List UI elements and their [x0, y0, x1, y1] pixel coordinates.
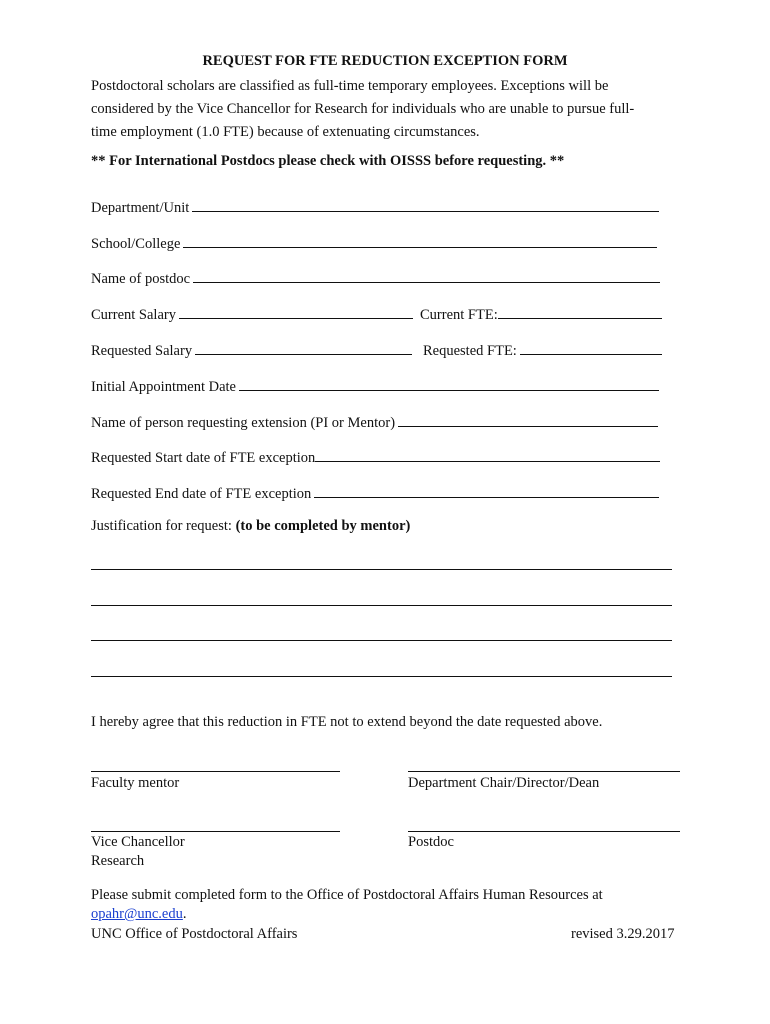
requested-fte-field[interactable]: [423, 340, 662, 360]
requested-start-date-label: Requested Start date of FTE exception: [91, 450, 316, 466]
requested-fte-line[interactable]: [520, 340, 662, 355]
current-fte-field[interactable]: [420, 304, 662, 324]
requested-salary-line[interactable]: [195, 340, 412, 355]
current-fte-line[interactable]: [498, 304, 662, 319]
vice-chancellor-label-cont: Research: [91, 853, 145, 869]
justification-line[interactable]: [91, 640, 672, 641]
intro-line: Postdoctoral scholars are classified as full-time temporary employees. Exceptions will be: [91, 78, 609, 94]
current-salary-label: Current Salary: [91, 307, 176, 323]
department-chair-signature-line[interactable]: [408, 771, 680, 772]
office-name: UNC Office of Postdoctoral Affairs: [91, 926, 298, 942]
postdoc-name-field[interactable]: [91, 268, 660, 288]
current-fte-label: Current FTE:: [420, 307, 498, 323]
justification-note: (to be completed by mentor): [235, 518, 411, 534]
requested-end-date-label: Requested End date of FTE exception: [91, 486, 312, 502]
justification-line[interactable]: [91, 605, 672, 606]
requested-fte-label: Requested FTE:: [423, 343, 517, 359]
email-link[interactable]: opahr@unc.edu: [91, 906, 183, 922]
form-title: REQUEST FOR FTE REDUCTION EXCEPTION FORM: [202, 53, 568, 69]
intro-line: time employment (1.0 FTE) because of extenuating circumstances.: [91, 124, 480, 140]
school-college-field[interactable]: [91, 233, 657, 253]
school-college-label: School/College: [91, 236, 181, 252]
revision-date: revised 3.29.2017: [571, 926, 675, 942]
justification-line[interactable]: [91, 569, 672, 570]
vice-chancellor-label: Vice Chancellor: [91, 834, 185, 850]
agreement-statement: I hereby agree that this reduction in FTE not to extend beyond the date requested above.: [91, 714, 603, 730]
requested-salary-field[interactable]: [91, 340, 412, 360]
email-suffix: .: [182, 906, 187, 922]
department-unit-label: Department/Unit: [91, 200, 190, 216]
justification-heading: [91, 518, 410, 535]
justification-label: Justification for request:: [91, 518, 236, 534]
postdoc-signature-line[interactable]: [408, 831, 680, 832]
school-college-line[interactable]: [183, 233, 657, 248]
postdoc-name-line[interactable]: [193, 268, 660, 283]
initial-appointment-date-label: Initial Appointment Date: [91, 379, 236, 395]
intro-paragraph: [91, 75, 681, 144]
requesting-person-line[interactable]: [398, 412, 658, 427]
postdoc-name-label: Name of postdoc: [91, 271, 191, 287]
current-salary-field[interactable]: [91, 304, 413, 324]
current-salary-line[interactable]: [179, 304, 413, 319]
requesting-person-label: Name of person requesting extension (PI or Mentor): [91, 415, 396, 431]
postdoc-label: Postdoc: [408, 834, 454, 850]
faculty-mentor-signature-line[interactable]: [91, 771, 340, 772]
faculty-mentor-label: Faculty mentor: [91, 775, 180, 791]
requested-end-date-line[interactable]: [314, 483, 659, 498]
requested-salary-label: Requested Salary: [91, 343, 193, 359]
requested-start-date-field[interactable]: [91, 447, 660, 467]
initial-appointment-date-line[interactable]: [239, 376, 659, 391]
vice-chancellor-signature-line[interactable]: [91, 831, 340, 832]
requested-start-date-line[interactable]: [315, 447, 660, 462]
justification-line[interactable]: [91, 676, 672, 677]
requested-end-date-field[interactable]: [91, 483, 659, 503]
submit-instructions: Please submit completed form to the Office of Postdoctoral Affairs Human Resources at: [91, 887, 603, 903]
international-notice: ** For International Postdocs please check with OISSS before requesting. **: [91, 153, 565, 169]
department-chair-label: Department Chair/Director/Dean: [408, 775, 600, 791]
department-unit-line[interactable]: [192, 197, 659, 212]
email-line: [91, 906, 187, 923]
department-unit-field[interactable]: [91, 197, 659, 217]
intro-line: considered by the Vice Chancellor for Research for individuals who are unable to pursue full-: [91, 101, 635, 117]
initial-appointment-date-field[interactable]: [91, 376, 659, 396]
requesting-person-field[interactable]: [91, 412, 658, 432]
